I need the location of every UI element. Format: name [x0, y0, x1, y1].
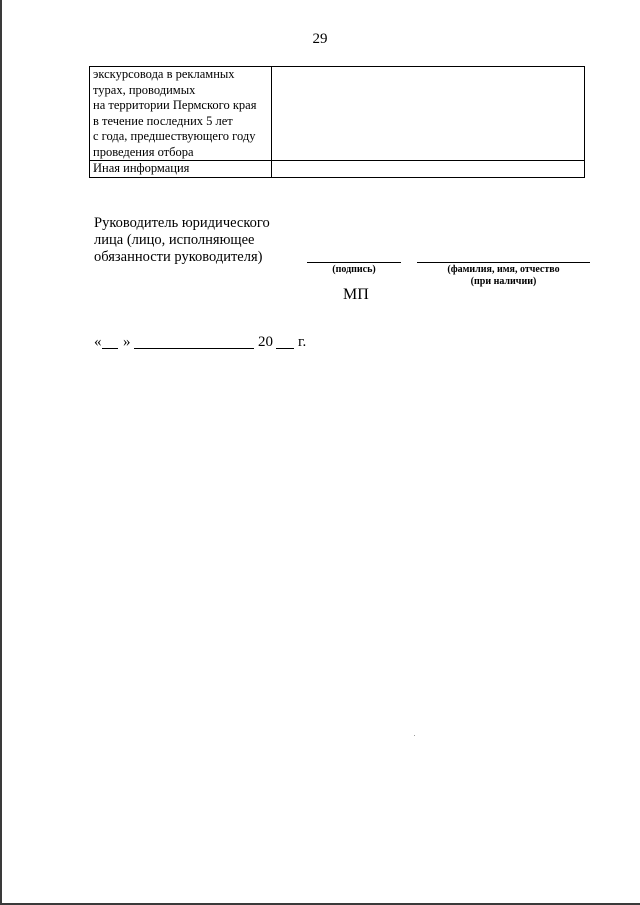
table-cell-value[interactable] [272, 67, 585, 161]
name-line[interactable] [417, 262, 590, 263]
date-close-quote: » [123, 334, 131, 350]
signature-line[interactable] [307, 262, 401, 263]
table-cell-value[interactable] [272, 161, 585, 178]
stamp-label: МП [343, 286, 369, 303]
year-suffix: г. [298, 334, 307, 350]
table-cell-label: экскурсовода в рекламных турах, проводимых на территории Пермского края в течение последних 5 лет с года, предшествующего году проведения отбора [90, 67, 272, 161]
year-line[interactable] [276, 348, 294, 349]
table-row [90, 161, 585, 178]
page-left-edge [0, 0, 2, 905]
year-prefix: 20 [258, 334, 273, 350]
scan-speck [414, 735, 415, 736]
month-line[interactable] [134, 348, 254, 349]
signer-label: Руководитель юридического лица (лицо, исполняющее обязанности руководителя) [94, 215, 270, 265]
name-caption: (фамилия, имя, отчество (при наличии) [447, 264, 560, 287]
day-line[interactable] [102, 348, 118, 349]
table-cell-label: Иная информация [90, 161, 272, 178]
form-table [89, 66, 585, 178]
date-open-quote: « [94, 334, 102, 350]
signature-caption: (подпись) [332, 264, 376, 275]
table-row [90, 67, 585, 161]
page-number: 29 [312, 31, 328, 47]
